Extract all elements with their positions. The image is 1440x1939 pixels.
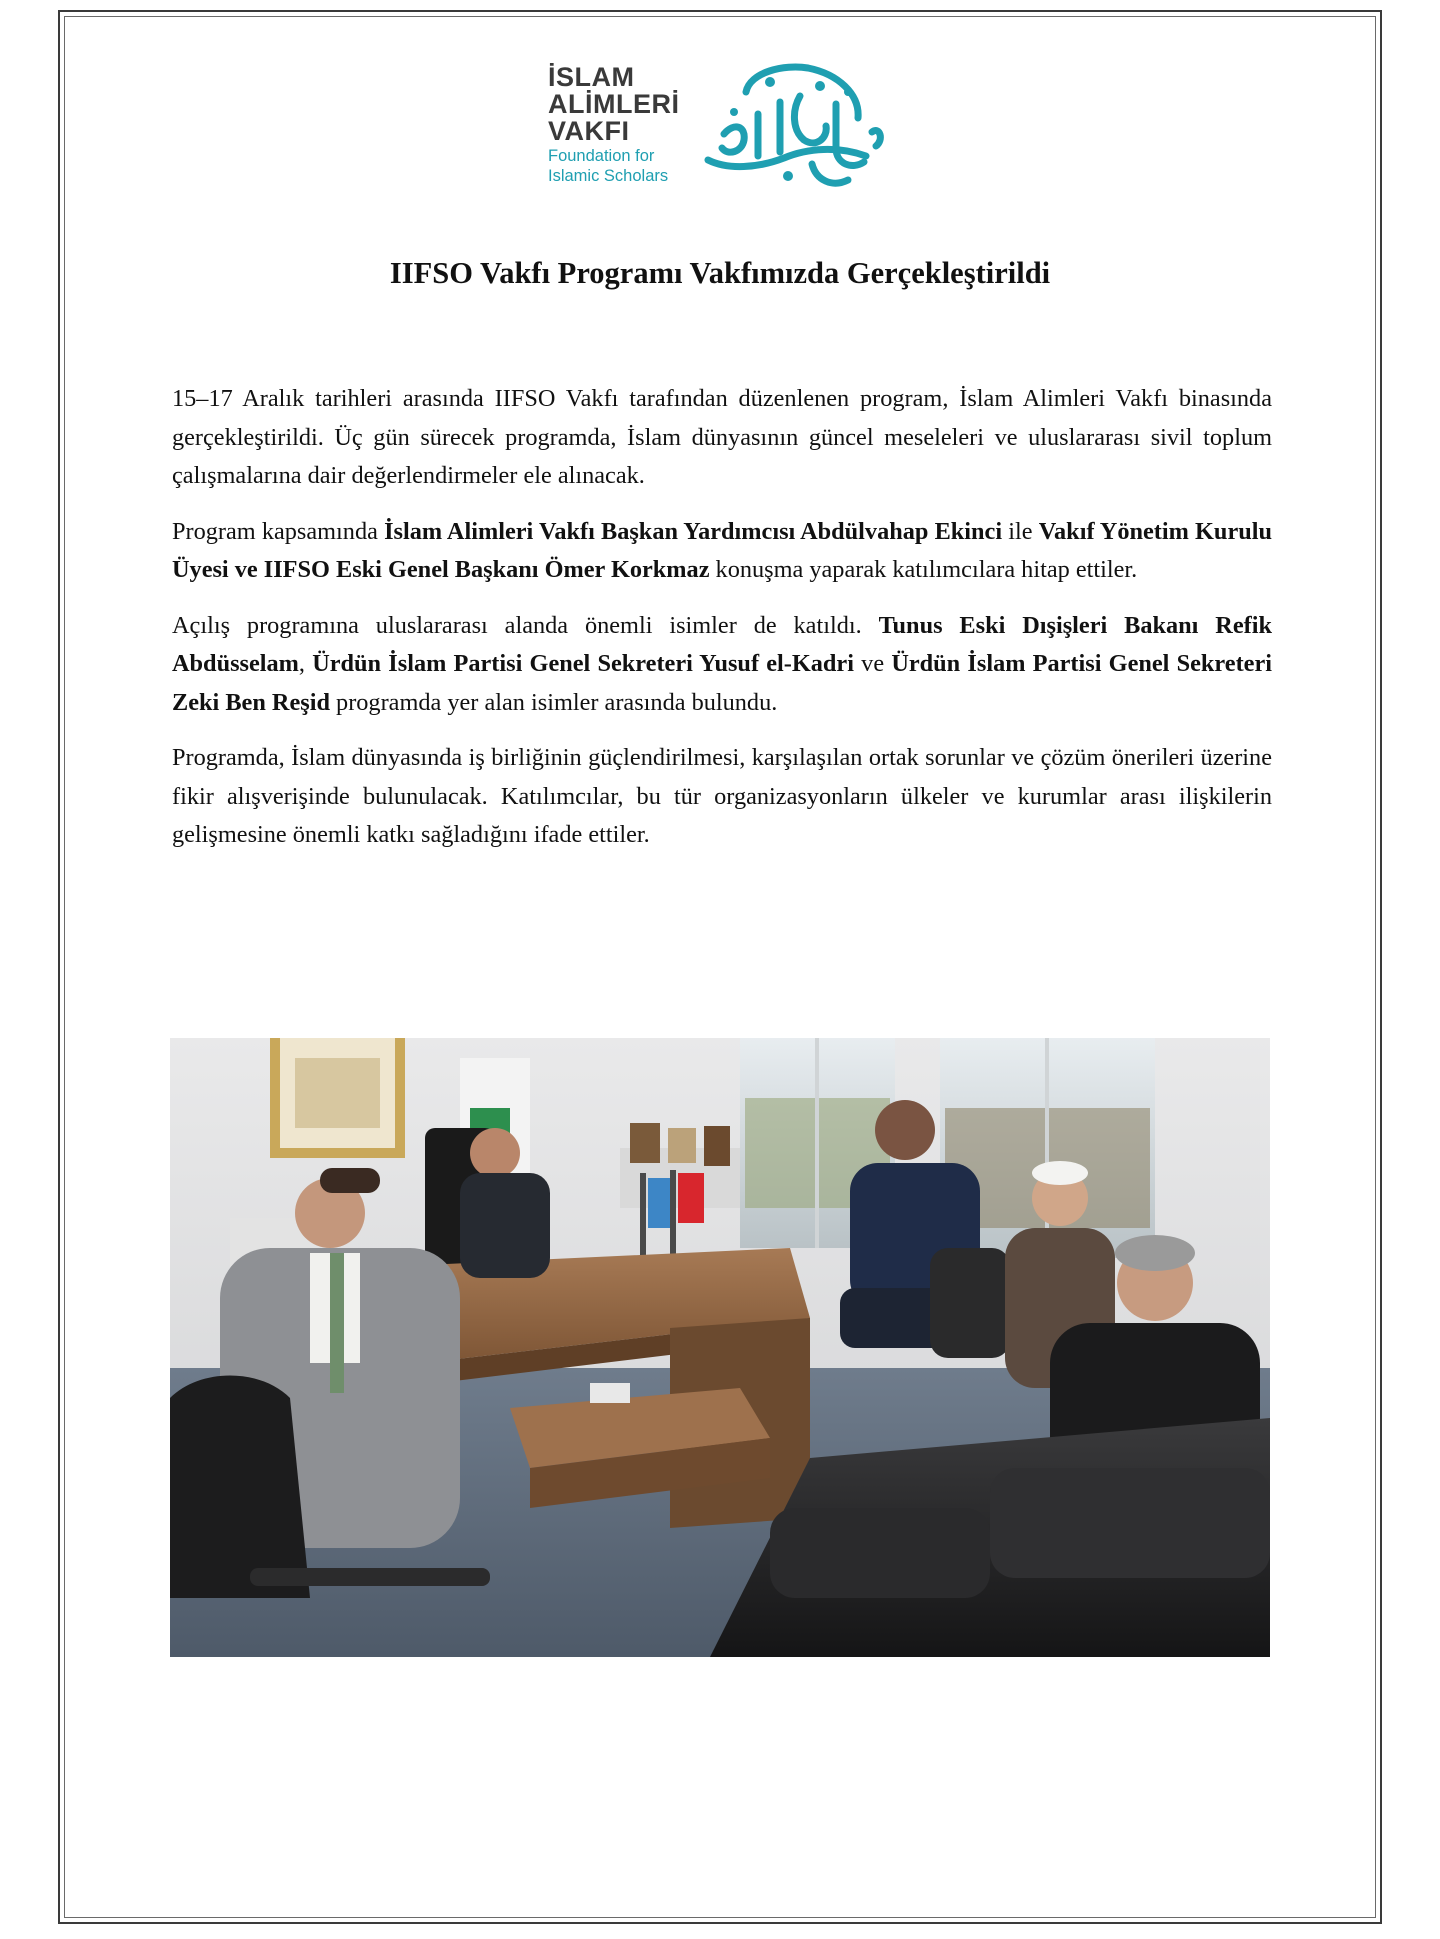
foundation-logo: [548, 64, 898, 194]
article-title: IIFSO Vakfı Programı Vakfımızda Gerçekleştirildi: [389, 256, 1051, 290]
p2-text-2: ile: [1002, 517, 1039, 545]
paragraph-4: Programda, İslam dünyasında iş birliğinin güçlendirilmesi, karşılaşılan ortak sorunlar ve çözüm önerileri üzerine fikir alışverişinde bulunulacak. Katılımcılar, bu tür organizasyonların ülkeler ve kurumlar arası ilişkilerin gelişmesine önemli katkı sağladığını ifade ettiler.: [172, 744, 1272, 848]
logo-en-line1: Foundation for: [548, 147, 655, 165]
logo-tr-line1: İSLAM: [548, 62, 635, 92]
logo-en-line2: Islamic Scholars: [548, 167, 669, 185]
meeting-photo: [170, 1038, 1270, 1657]
p2-bold-2: Vakıf Yönetim Kurulu Üyesi ve IIFSO Eski Genel Başkanı Ömer Korkmaz: [172, 517, 1273, 583]
p3-bold-2: Ürdün İslam Partisi Genel Sekreteri Yusuf el-Kadri: [312, 650, 854, 677]
p2-bold-1: İslam Alimleri Vakfı Başkan Yardımcısı Abdülvahap Ekinci: [384, 517, 1003, 545]
p3-text-1: Açılış programına uluslararası alanda önemli isimler de katıldı.: [172, 611, 879, 639]
p3-text-3: ve: [853, 650, 892, 677]
paragraph-2: [172, 513, 1272, 590]
logo-tr-line3: VAKFI: [548, 116, 630, 146]
p3-text-2: ,: [298, 650, 313, 677]
paragraph-3: [172, 607, 1272, 723]
p3-bold-3: Ürdün İslam Partisi Genel Sekreteri Zeki Ben Reşid: [172, 650, 1272, 716]
logo-wordmark: [548, 64, 698, 185]
p2-text-3: konuşma yaparak katılımcılara hitap ettiler.: [709, 556, 1138, 583]
logo-tr-line2: ALİMLERİ: [548, 89, 680, 119]
p3-bold-1: Tunus Eski Dışişleri Bakanı Refik Abdüsselam: [172, 611, 1272, 677]
calligraphy-logo-icon: [688, 52, 898, 202]
p2-text-1: Program kapsamında: [172, 517, 385, 545]
paragraph-1: 15–17 Aralık tarihleri arasında IIFSO Vakfı tarafından düzenlenen program, İslam Alimleri Vakfı binasında gerçekleştirildi. Üç gün sürecek programda, İslam dünyasının güncel meseleleri ve uluslararası sivil toplum çalışmalarına dair değerlendirmeler ele alınacak.: [172, 385, 1272, 489]
p3-text-4: programda yer alan isimler arasında bulundu.: [329, 688, 778, 716]
article-body: [172, 380, 1272, 872]
